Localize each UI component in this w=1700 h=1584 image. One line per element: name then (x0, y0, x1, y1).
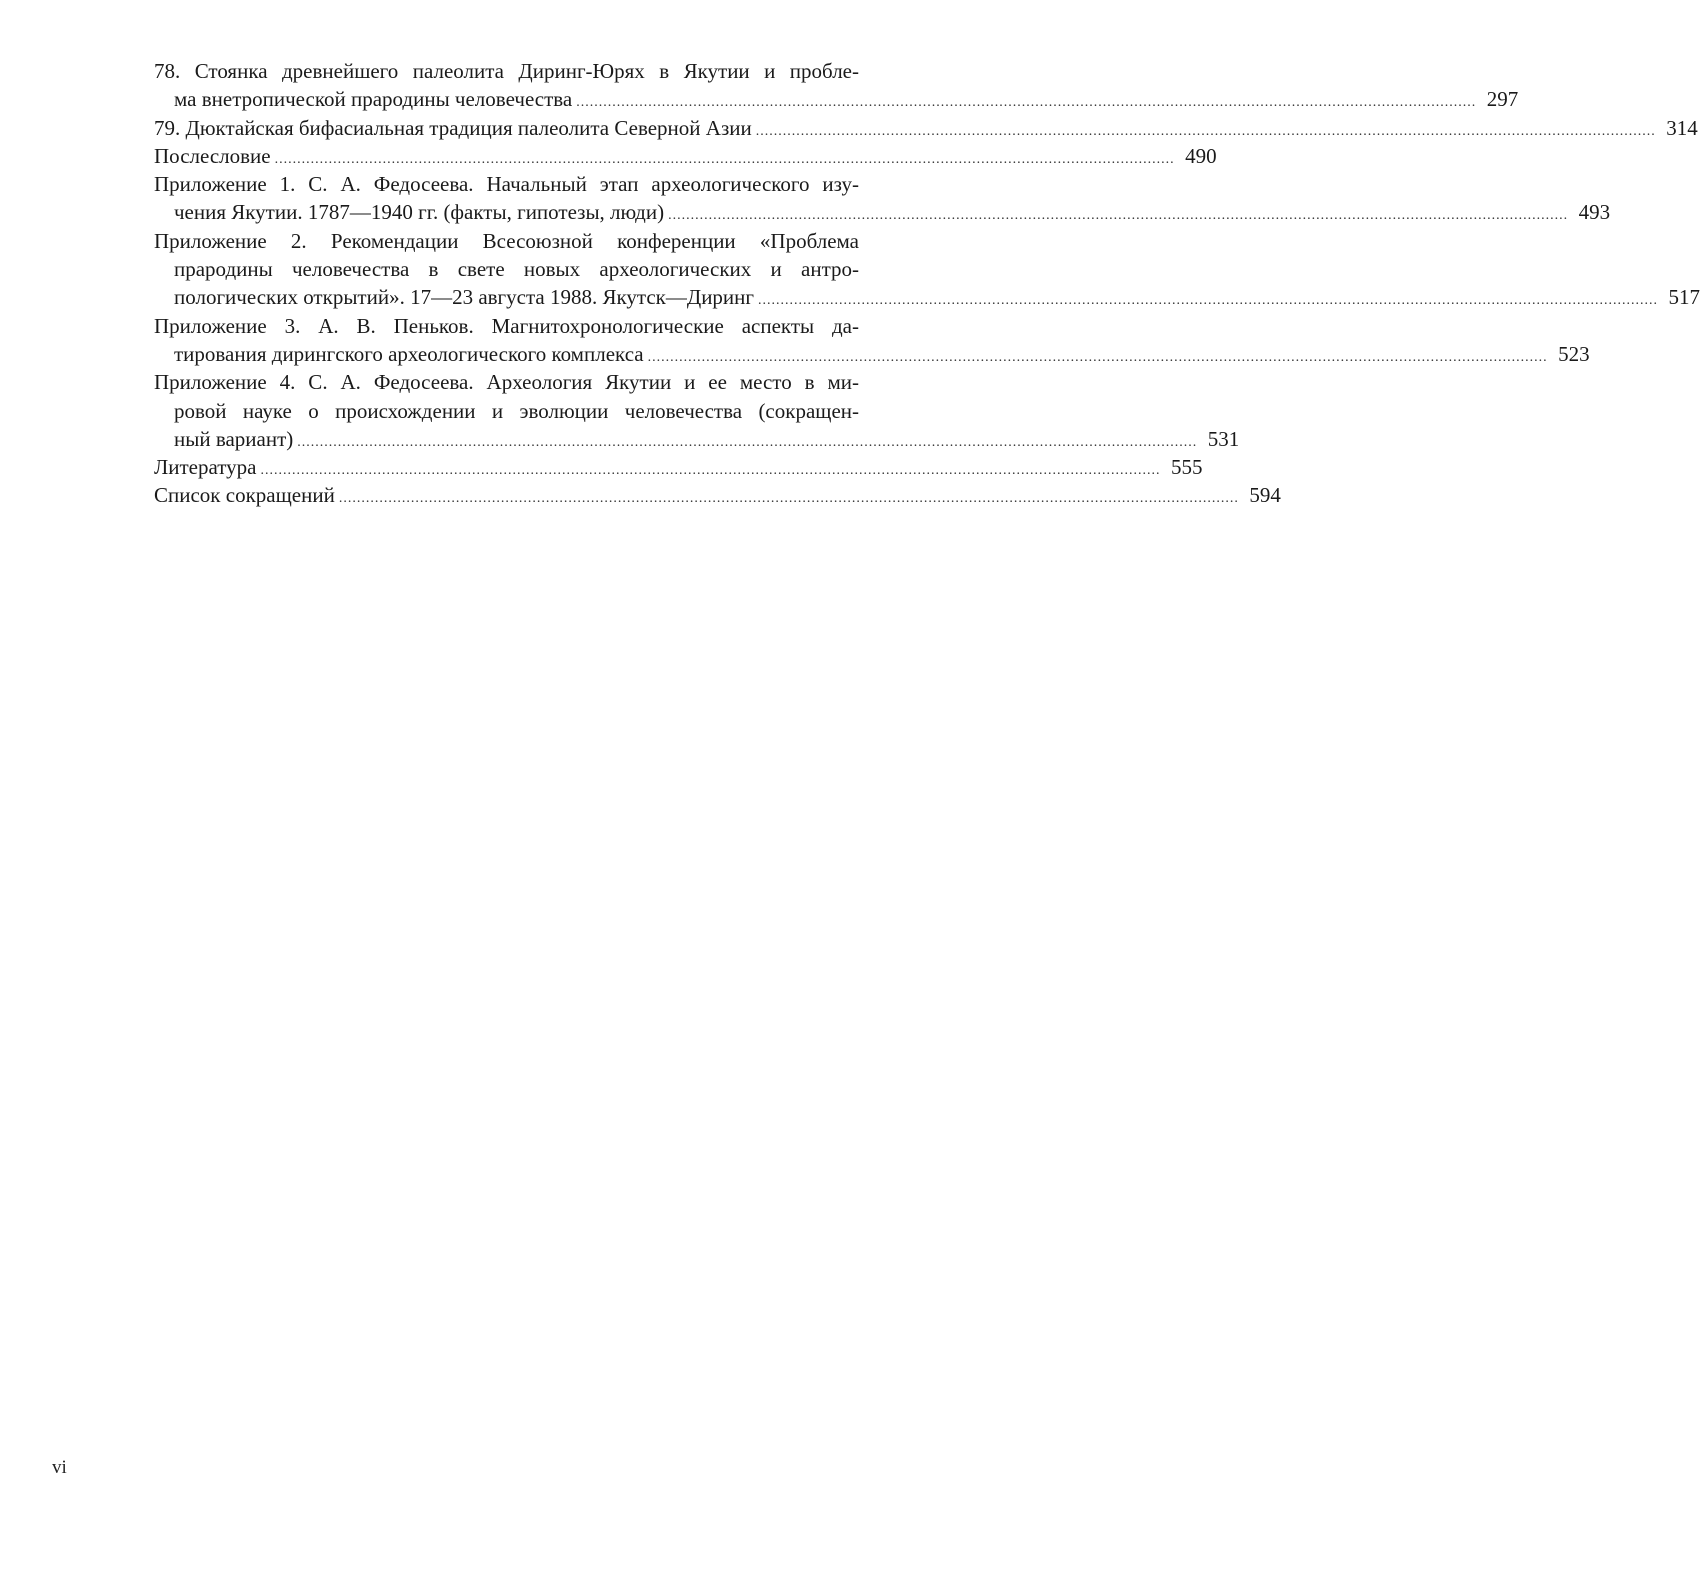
page-number: 594 (1249, 483, 1281, 508)
toc-entry-text: Литература (154, 455, 257, 480)
toc-entry-text: Список сокращений (154, 483, 335, 508)
leader-dots: ........................................................................................................................................................................................................ (297, 434, 1198, 450)
page-number: 493 (1578, 200, 1611, 225)
toc-entry-text: Приложение 3. А. В. Пеньков. Магнитохронологические аспекты да- (154, 313, 859, 338)
toc-entry-text: пологических открытий». 17—23 августа 1988. Якутск—Диринг (174, 285, 755, 310)
page-folio: vi (52, 1457, 67, 1478)
toc-entry-text: чения Якутии. 1787—1940 гг. (факты, гипотезы, люди) (174, 200, 665, 225)
toc-entry-appendix-2 (154, 227, 1700, 312)
toc-entry-text: Послесловие (154, 143, 271, 168)
toc-entry-afterword (154, 142, 1217, 170)
leader-dots: ........................................................................................................................................................................................................ (755, 123, 1656, 139)
toc-entry-text: 78. Стоянка древнейшего палеолита Диринг-Юрях в Якутии и пробле- (154, 59, 859, 83)
page-number: 490 (1185, 143, 1217, 168)
toc-entry-literature (154, 453, 1203, 481)
table-of-contents (154, 57, 1700, 510)
toc-entry-text: Приложение 4. С. А. Федосеева. Археология Якутии и ее место в ми- (154, 370, 859, 395)
leader-dots: ........................................................................................................................................................................................................ (758, 293, 1659, 309)
page-number: 297 (1486, 87, 1519, 112)
toc-entry-text: прародины человечества в свете новых археологических и антро- (174, 257, 859, 282)
page-number: 523 (1558, 341, 1590, 366)
page-number: 314 (1666, 115, 1698, 140)
toc-entry-text: 79. Дюктайская бифасиальная традиция палеолита Северной Азии (154, 115, 752, 140)
leader-dots: ........................................................................................................................................................................................................ (260, 463, 1161, 479)
toc-entry-abbreviations (154, 481, 1281, 509)
leader-dots: ........................................................................................................................................................................................................ (668, 208, 1569, 224)
leader-dots: ........................................................................................................................................................................................................ (274, 151, 1175, 167)
page-number: 517 (1668, 285, 1700, 310)
page-number: 555 (1170, 455, 1203, 480)
toc-entry-text: Приложение 2. Рекомендации Всесоюзной конференции «Проблема (154, 228, 859, 253)
toc-entry-text: тирования дирингского археологического комплекса (174, 341, 644, 366)
toc-entry-appendix-1 (154, 170, 1611, 227)
toc-entry-79 (154, 114, 1698, 142)
leader-dots: ........................................................................................................................................................................................................ (338, 491, 1239, 507)
leader-dots: ........................................................................................................................................................................................................ (576, 95, 1477, 111)
page-number: 531 (1207, 426, 1240, 451)
toc-entry-text: Приложение 1. С. А. Федосеева. Начальный этап археологического изу- (154, 172, 859, 197)
toc-entry-78 (154, 57, 1519, 114)
toc-entry-text: ровой науке о происхождении и эволюции человечества (сокращен- (174, 398, 859, 423)
toc-entry-appendix-4 (154, 368, 1240, 453)
toc-entry-appendix-3 (154, 312, 1590, 369)
toc-entry-text: ный вариант) (174, 426, 294, 451)
leader-dots: ........................................................................................................................................................................................................ (647, 349, 1548, 365)
toc-entry-text: ма внетропической прародины человечества (174, 87, 573, 112)
